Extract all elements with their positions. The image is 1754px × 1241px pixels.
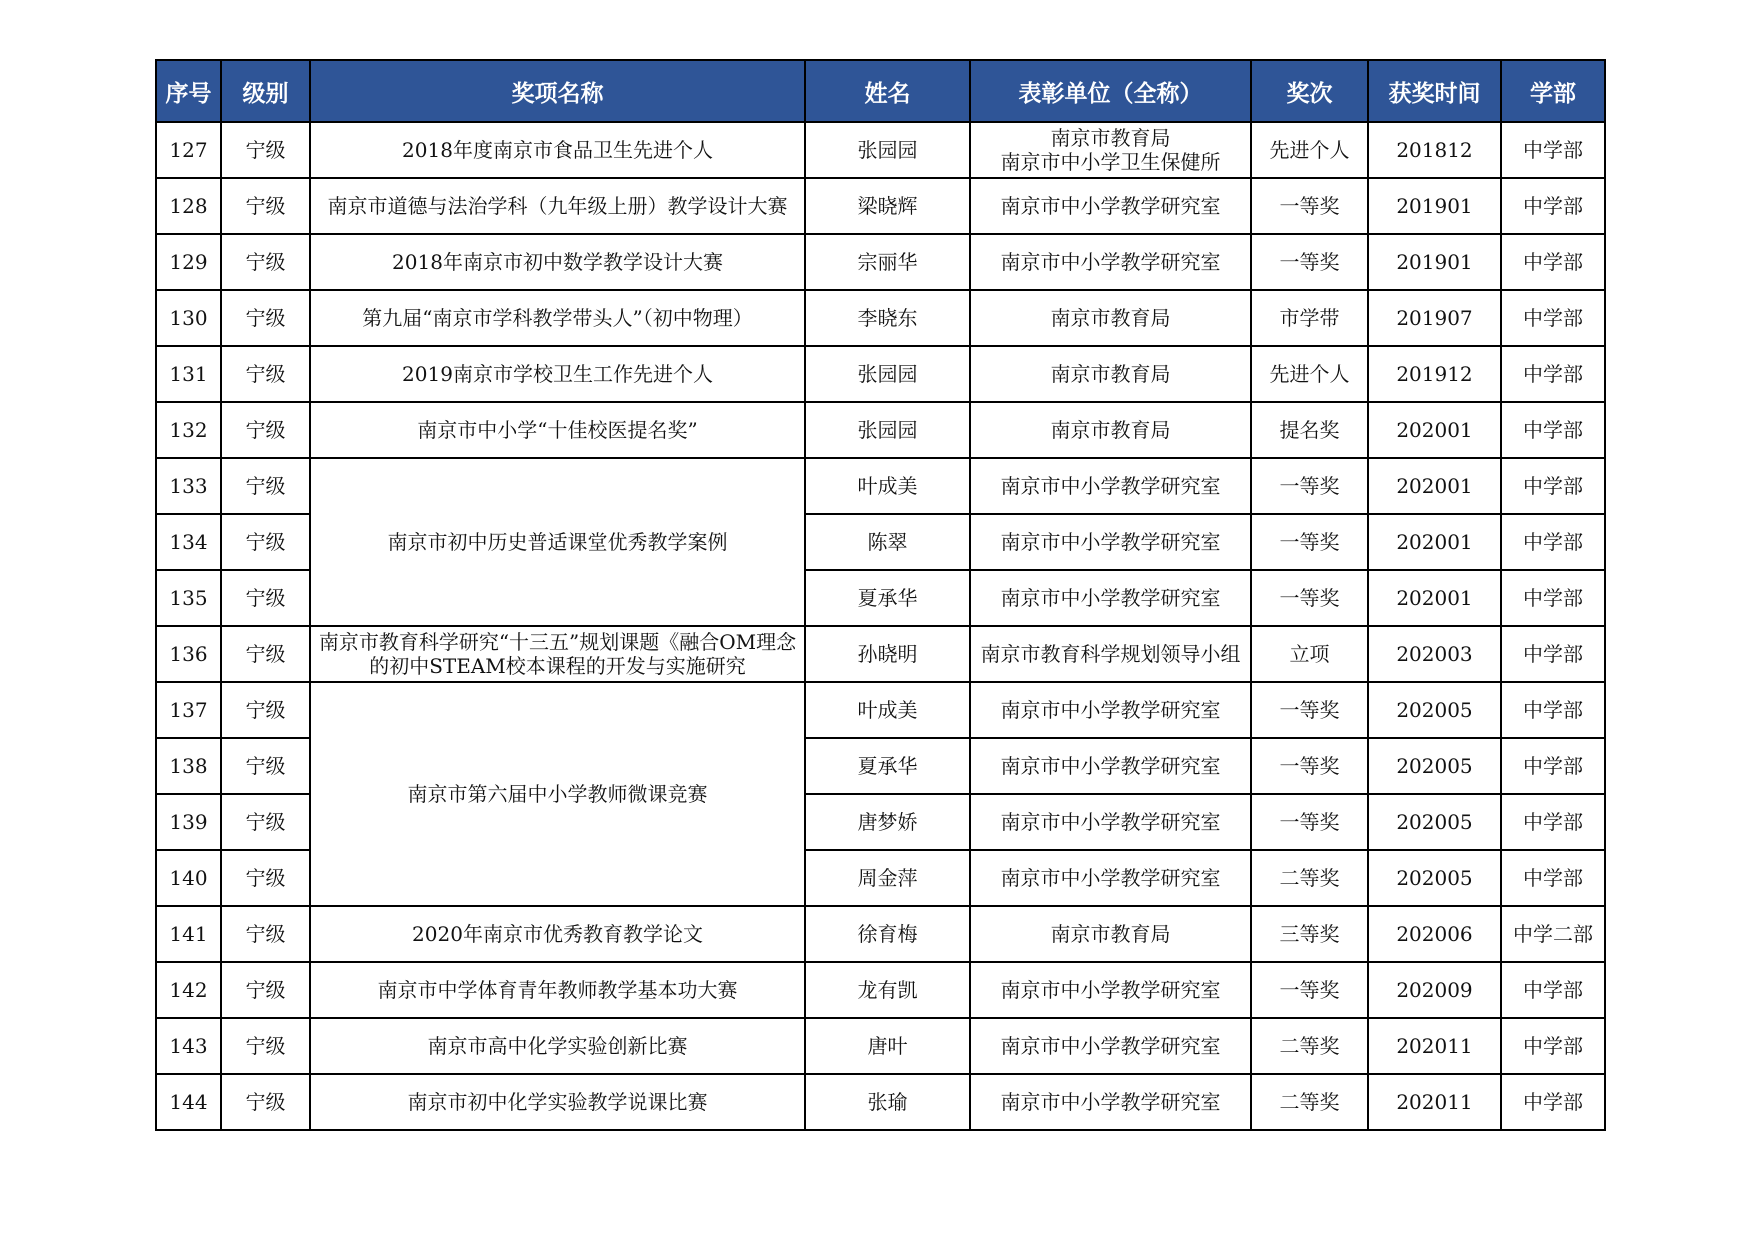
cell-awarding-unit: 南京市教育科学规划领导小组 <box>970 626 1251 682</box>
cell-awarding-unit: 南京市中小学教学研究室 <box>970 682 1251 738</box>
cell-person-name: 叶成美 <box>805 682 970 738</box>
cell-awarding-unit: 南京市中小学教学研究室 <box>970 738 1251 794</box>
table-body <box>156 122 1605 1130</box>
cell-award-name: 南京市中学体育青年教师教学基本功大赛 <box>310 962 805 1018</box>
cell-award-name: 南京市初中历史普适课堂优秀教学案例 <box>310 458 805 626</box>
header-award-time: 获奖时间 <box>1368 60 1501 122</box>
cell-award-time: 202005 <box>1368 738 1501 794</box>
cell-person-name: 徐育梅 <box>805 906 970 962</box>
cell-awarding-unit: 南京市中小学教学研究室 <box>970 234 1251 290</box>
cell-awarding-unit: 南京市中小学教学研究室 <box>970 1018 1251 1074</box>
header-award-name: 奖项名称 <box>310 60 805 122</box>
cell-index: 142 <box>156 962 221 1018</box>
cell-award-time: 202003 <box>1368 626 1501 682</box>
cell-level: 宁级 <box>221 738 310 794</box>
cell-level: 宁级 <box>221 122 310 178</box>
cell-person-name: 叶成美 <box>805 458 970 514</box>
cell-awarding-unit: 南京市教育局 南京市中小学卫生保健所 <box>970 122 1251 178</box>
cell-person-name: 夏承华 <box>805 570 970 626</box>
cell-level: 宁级 <box>221 514 310 570</box>
cell-award-time: 202001 <box>1368 514 1501 570</box>
cell-award-time: 201901 <box>1368 234 1501 290</box>
cell-awarding-unit: 南京市中小学教学研究室 <box>970 514 1251 570</box>
cell-award-time: 202001 <box>1368 402 1501 458</box>
cell-award-time: 202009 <box>1368 962 1501 1018</box>
cell-department: 中学部 <box>1501 346 1605 402</box>
cell-index: 141 <box>156 906 221 962</box>
cell-level: 宁级 <box>221 178 310 234</box>
cell-awarding-unit: 南京市中小学教学研究室 <box>970 570 1251 626</box>
cell-index: 132 <box>156 402 221 458</box>
table-row <box>156 458 1605 514</box>
cell-index: 143 <box>156 1018 221 1074</box>
cell-award-name: 2019南京市学校卫生工作先进个人 <box>310 346 805 402</box>
cell-award-grade: 二等奖 <box>1251 1018 1368 1074</box>
cell-awarding-unit: 南京市中小学教学研究室 <box>970 1074 1251 1130</box>
cell-award-time: 202005 <box>1368 850 1501 906</box>
cell-awarding-unit: 南京市中小学教学研究室 <box>970 962 1251 1018</box>
cell-level: 宁级 <box>221 290 310 346</box>
header-award-grade: 奖次 <box>1251 60 1368 122</box>
cell-index: 136 <box>156 626 221 682</box>
cell-award-time: 202001 <box>1368 458 1501 514</box>
cell-index: 139 <box>156 794 221 850</box>
cell-person-name: 龙有凯 <box>805 962 970 1018</box>
cell-department: 中学部 <box>1501 738 1605 794</box>
cell-award-grade: 先进个人 <box>1251 122 1368 178</box>
table-row <box>156 122 1605 178</box>
header-awarding-unit: 表彰单位（全称） <box>970 60 1251 122</box>
cell-person-name: 宗丽华 <box>805 234 970 290</box>
cell-department: 中学部 <box>1501 794 1605 850</box>
cell-index: 128 <box>156 178 221 234</box>
cell-awarding-unit: 南京市教育局 <box>970 346 1251 402</box>
table-row <box>156 346 1605 402</box>
cell-award-time: 202005 <box>1368 682 1501 738</box>
cell-award-grade: 三等奖 <box>1251 906 1368 962</box>
header-level: 级别 <box>221 60 310 122</box>
cell-award-name: 第九届“南京市学科教学带头人”（初中物理） <box>310 290 805 346</box>
cell-awarding-unit: 南京市中小学教学研究室 <box>970 178 1251 234</box>
cell-department: 中学部 <box>1501 514 1605 570</box>
cell-award-time: 201912 <box>1368 346 1501 402</box>
cell-level: 宁级 <box>221 402 310 458</box>
cell-department: 中学部 <box>1501 570 1605 626</box>
cell-award-name: 南京市中小学“十佳校医提名奖” <box>310 402 805 458</box>
cell-index: 133 <box>156 458 221 514</box>
cell-level: 宁级 <box>221 1018 310 1074</box>
cell-award-time: 202005 <box>1368 794 1501 850</box>
cell-award-grade: 一等奖 <box>1251 682 1368 738</box>
cell-department: 中学部 <box>1501 234 1605 290</box>
cell-awarding-unit: 南京市教育局 <box>970 290 1251 346</box>
cell-department: 中学部 <box>1501 178 1605 234</box>
cell-award-time: 202011 <box>1368 1074 1501 1130</box>
cell-department: 中学部 <box>1501 850 1605 906</box>
cell-award-grade: 一等奖 <box>1251 458 1368 514</box>
table-row <box>156 178 1605 234</box>
header-row <box>156 60 1605 122</box>
cell-award-grade: 二等奖 <box>1251 1074 1368 1130</box>
cell-department: 中学部 <box>1501 1074 1605 1130</box>
cell-level: 宁级 <box>221 346 310 402</box>
cell-award-name: 南京市教育科学研究“十三五”规划课题《融合OM理念的初中STEAM校本课程的开发与实施研究 <box>310 626 805 682</box>
cell-award-grade: 立项 <box>1251 626 1368 682</box>
cell-department: 中学部 <box>1501 122 1605 178</box>
cell-department: 中学部 <box>1501 458 1605 514</box>
cell-award-grade: 市学带 <box>1251 290 1368 346</box>
cell-person-name: 张园园 <box>805 122 970 178</box>
cell-person-name: 孙晓明 <box>805 626 970 682</box>
cell-award-name: 南京市高中化学实验创新比赛 <box>310 1018 805 1074</box>
table-row <box>156 290 1605 346</box>
table-row <box>156 962 1605 1018</box>
cell-department: 中学部 <box>1501 962 1605 1018</box>
cell-level: 宁级 <box>221 234 310 290</box>
cell-award-grade: 一等奖 <box>1251 234 1368 290</box>
cell-level: 宁级 <box>221 1074 310 1130</box>
cell-level: 宁级 <box>221 962 310 1018</box>
cell-award-grade: 一等奖 <box>1251 570 1368 626</box>
cell-level: 宁级 <box>221 906 310 962</box>
table-row <box>156 906 1605 962</box>
cell-award-time: 201907 <box>1368 290 1501 346</box>
cell-department: 中学部 <box>1501 402 1605 458</box>
cell-award-time: 202006 <box>1368 906 1501 962</box>
cell-index: 144 <box>156 1074 221 1130</box>
cell-award-grade: 提名奖 <box>1251 402 1368 458</box>
cell-award-time: 202011 <box>1368 1018 1501 1074</box>
cell-index: 137 <box>156 682 221 738</box>
cell-index: 129 <box>156 234 221 290</box>
cell-awarding-unit: 南京市中小学教学研究室 <box>970 794 1251 850</box>
cell-award-name: 2018年南京市初中数学教学设计大赛 <box>310 234 805 290</box>
cell-awarding-unit: 南京市教育局 <box>970 906 1251 962</box>
cell-department: 中学部 <box>1501 682 1605 738</box>
cell-person-name: 张瑜 <box>805 1074 970 1130</box>
cell-award-name: 南京市道德与法治学科（九年级上册）教学设计大赛 <box>310 178 805 234</box>
cell-award-grade: 一等奖 <box>1251 794 1368 850</box>
cell-person-name: 唐叶 <box>805 1018 970 1074</box>
cell-award-time: 201812 <box>1368 122 1501 178</box>
cell-award-grade: 一等奖 <box>1251 178 1368 234</box>
cell-awarding-unit: 南京市中小学教学研究室 <box>970 850 1251 906</box>
cell-level: 宁级 <box>221 458 310 514</box>
cell-person-name: 张园园 <box>805 346 970 402</box>
cell-person-name: 张园园 <box>805 402 970 458</box>
cell-department: 中学部 <box>1501 626 1605 682</box>
cell-department: 中学部 <box>1501 1018 1605 1074</box>
cell-awarding-unit: 南京市教育局 <box>970 402 1251 458</box>
cell-award-time: 201901 <box>1368 178 1501 234</box>
cell-level: 宁级 <box>221 626 310 682</box>
cell-index: 138 <box>156 738 221 794</box>
header-person-name: 姓名 <box>805 60 970 122</box>
cell-index: 127 <box>156 122 221 178</box>
header-index: 序号 <box>156 60 221 122</box>
table-row <box>156 626 1605 682</box>
table-row <box>156 234 1605 290</box>
cell-level: 宁级 <box>221 682 310 738</box>
cell-person-name: 陈翠 <box>805 514 970 570</box>
header-department: 学部 <box>1501 60 1605 122</box>
cell-level: 宁级 <box>221 850 310 906</box>
cell-index: 135 <box>156 570 221 626</box>
table-row <box>156 1018 1605 1074</box>
cell-award-grade: 一等奖 <box>1251 514 1368 570</box>
cell-award-grade: 二等奖 <box>1251 850 1368 906</box>
cell-person-name: 梁晓辉 <box>805 178 970 234</box>
cell-person-name: 唐梦娇 <box>805 794 970 850</box>
cell-award-time: 202001 <box>1368 570 1501 626</box>
table-row <box>156 402 1605 458</box>
cell-award-name: 南京市初中化学实验教学说课比赛 <box>310 1074 805 1130</box>
cell-level: 宁级 <box>221 570 310 626</box>
cell-award-grade: 一等奖 <box>1251 738 1368 794</box>
table-row <box>156 1074 1605 1130</box>
cell-awarding-unit: 南京市中小学教学研究室 <box>970 458 1251 514</box>
table-row <box>156 682 1605 738</box>
cell-award-grade: 一等奖 <box>1251 962 1368 1018</box>
cell-index: 134 <box>156 514 221 570</box>
cell-index: 140 <box>156 850 221 906</box>
awards-table <box>155 59 1606 1131</box>
cell-department: 中学部 <box>1501 290 1605 346</box>
cell-award-name: 2018年度南京市食品卫生先进个人 <box>310 122 805 178</box>
cell-person-name: 周金萍 <box>805 850 970 906</box>
cell-award-name: 2020年南京市优秀教育教学论文 <box>310 906 805 962</box>
cell-department: 中学二部 <box>1501 906 1605 962</box>
cell-level: 宁级 <box>221 794 310 850</box>
cell-index: 130 <box>156 290 221 346</box>
cell-person-name: 夏承华 <box>805 738 970 794</box>
cell-person-name: 李晓东 <box>805 290 970 346</box>
cell-index: 131 <box>156 346 221 402</box>
cell-award-name: 南京市第六届中小学教师微课竞赛 <box>310 682 805 906</box>
cell-award-grade: 先进个人 <box>1251 346 1368 402</box>
